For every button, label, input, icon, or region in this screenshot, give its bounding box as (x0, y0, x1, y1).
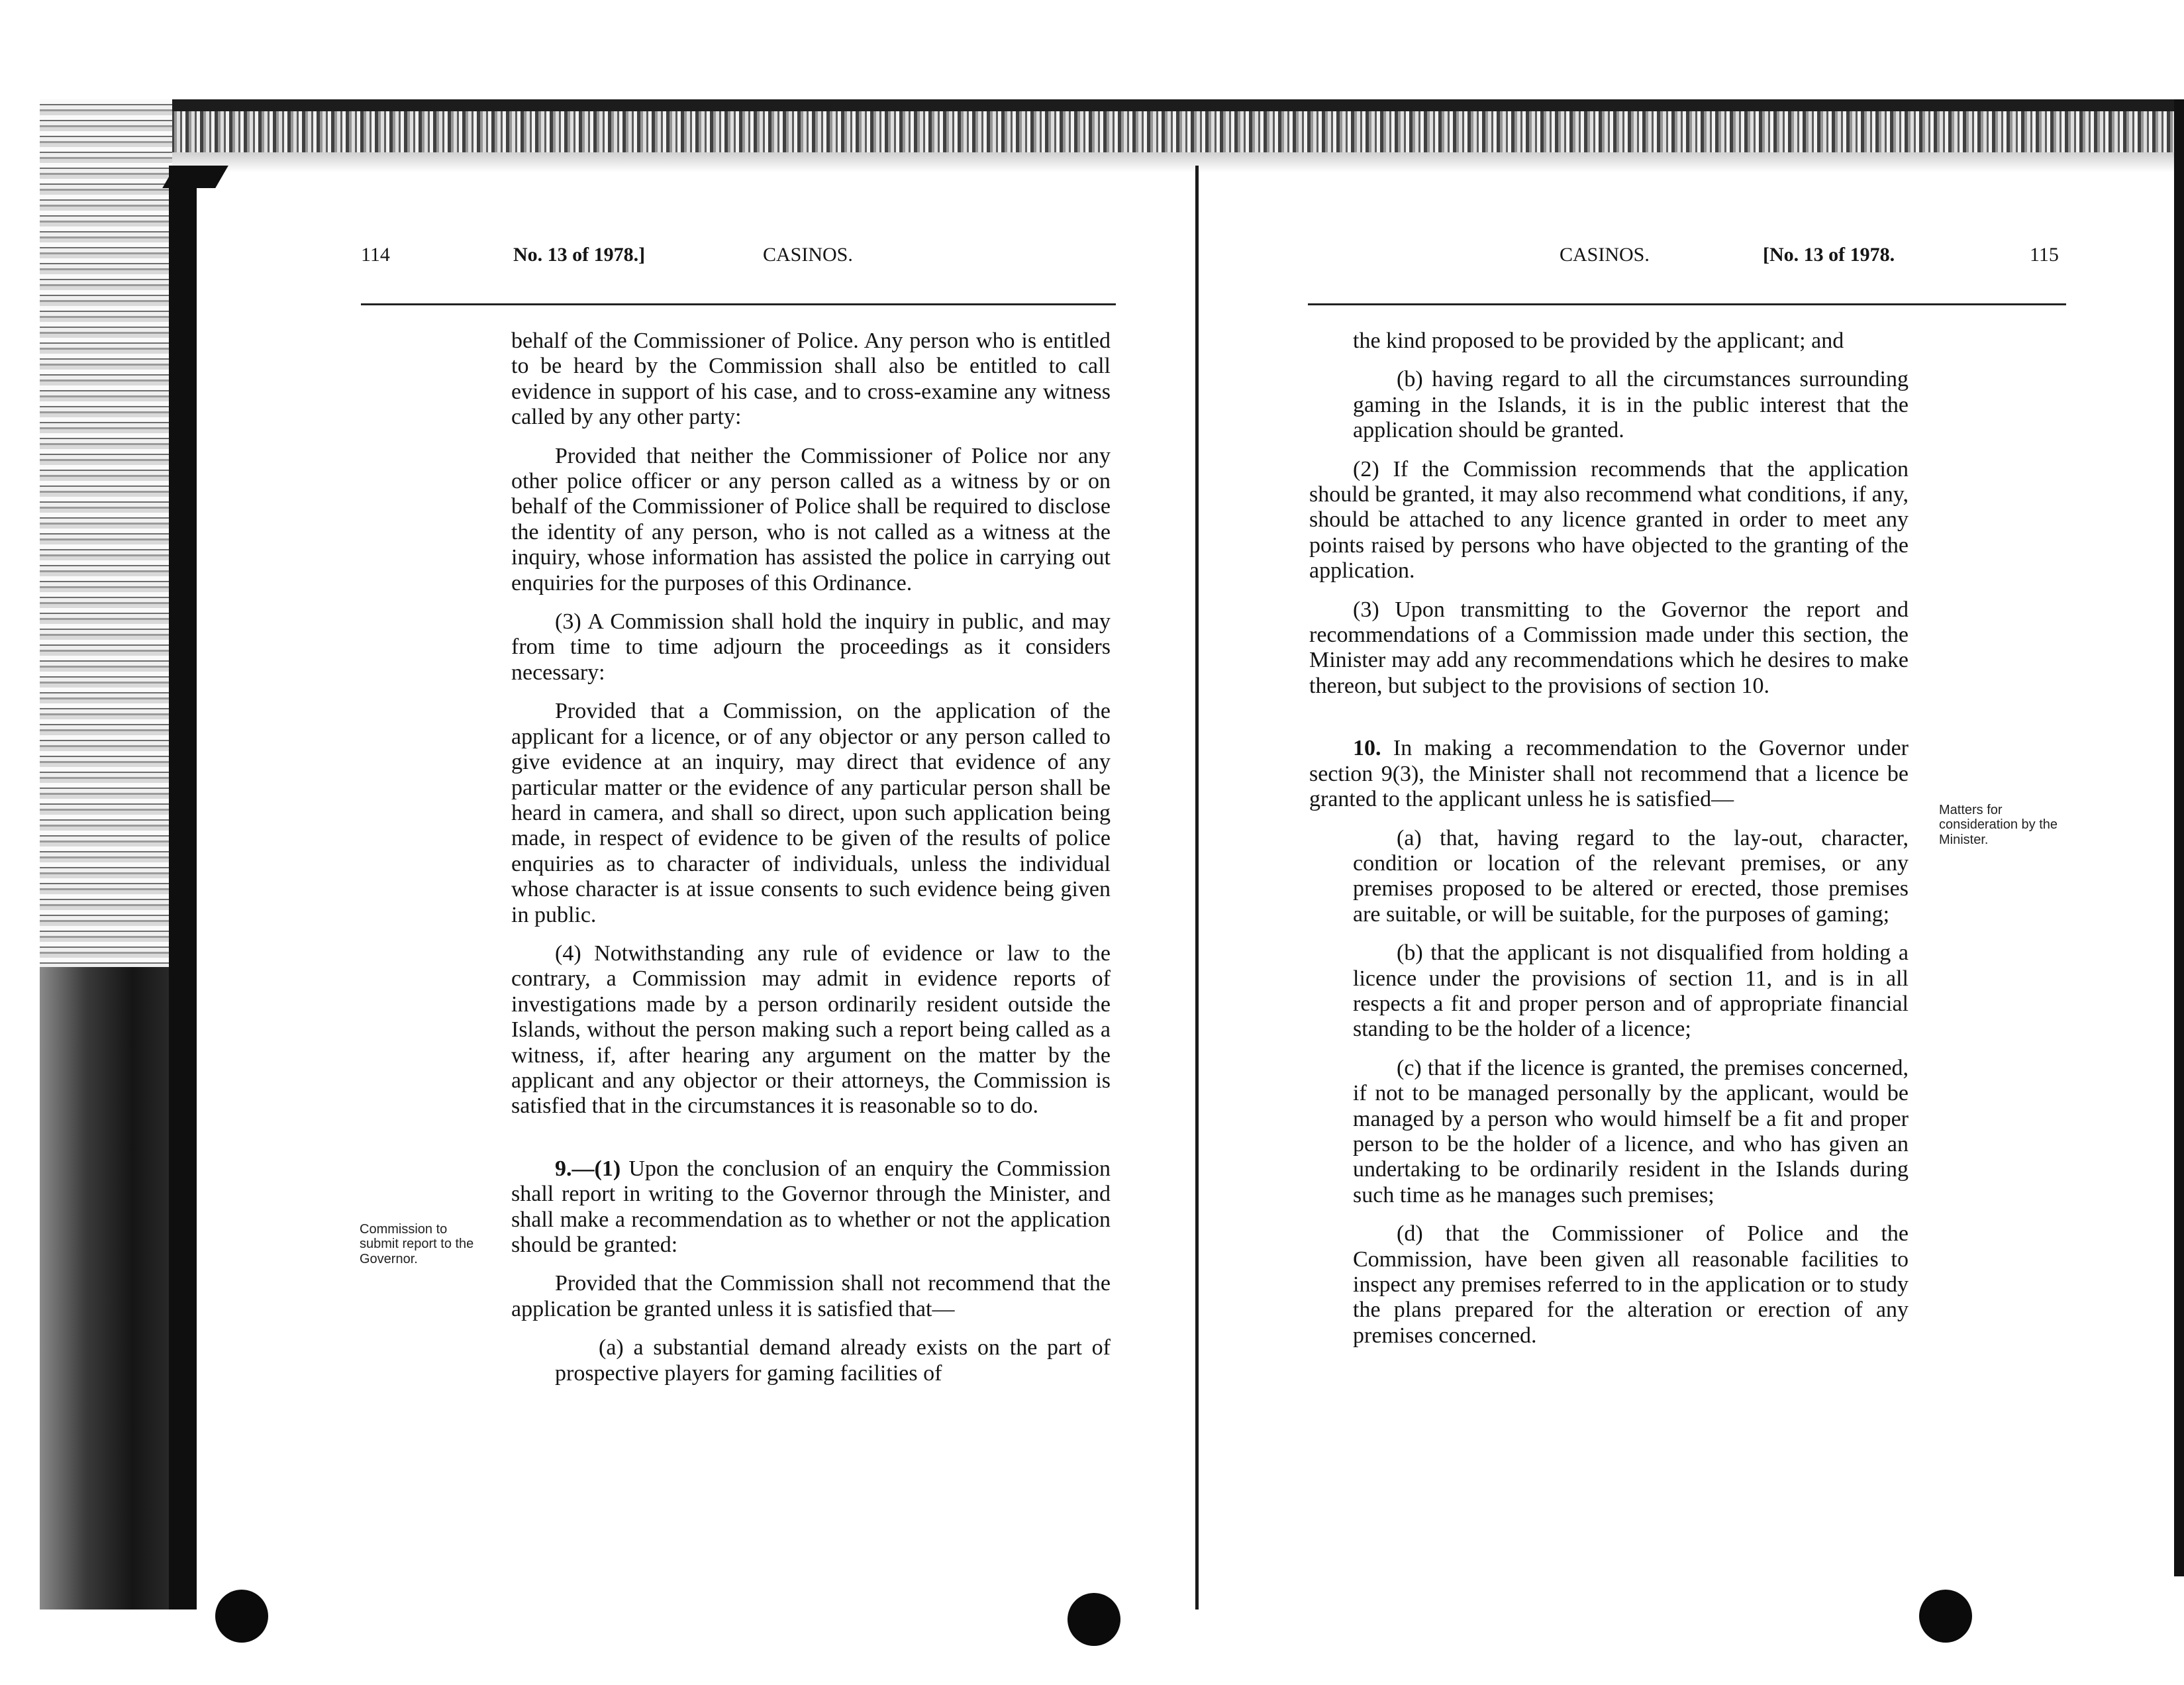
margin-note: Matters for consideration by the Minister. (1939, 803, 2058, 847)
list-item: (d) that the Commissioner of Police and the Commission, have been given all reasonable facilities to inspect any premises referred to in the application or to study the plans prepared for the alteration or erection of any premises concerned. (1353, 1221, 1909, 1348)
ordinance-ref: No. 13 of 1978.] (513, 244, 646, 266)
list-item: (b) that the applicant is not disqualified from holding a licence under the provisions of section 11, and is in all respects a fit and proper person and of appropriate financial standing to be the holder of a licence; (1353, 941, 1909, 1042)
ordinance-ref: [No. 13 of 1978. (1763, 244, 1895, 266)
running-title: CASINOS. (1560, 244, 1650, 266)
paragraph: (b) having regard to all the circumstances surrounding gaming in the Islands, it is in the public interest that the application should be granted. (1353, 367, 1909, 443)
section-10-paragraph (1309, 736, 1909, 812)
section-number: 9.—(1) (555, 1156, 621, 1181)
paragraph: Provided that a Commission, on the application of the applicant for a licence, or of any objector or any person called to give evidence at an inquiry, may direct that evidence of any particular matter or the evidence of any particular person shall be heard in camera, and shall so direct, upon such application being made, in respect of evidence to be given of the results of police enquiries as to character of individuals, unless the individual whose character is at issue consents to such evidence being given in public. (511, 699, 1111, 927)
page-number: 114 (361, 244, 390, 266)
right-body (1309, 329, 1909, 1362)
page-number: 115 (2030, 244, 2059, 266)
left-body (511, 329, 1111, 1400)
margin-note: Commission to submit report to the Governor. (360, 1222, 474, 1266)
section-text: In making a recommendation to the Governor under section 9(3), the Minister shall not recommend that a licence be granted to the applicant unless he is satisfied— (1309, 736, 1909, 812)
running-title: CASINOS. (763, 244, 853, 266)
paragraph: (4) Notwithstanding any rule of evidence or law to the contrary, a Commission may admit in evidence reports of investigations made by a person ordinarily resident outside the Islands, without the person making such a report being called as a witness, if, after hearing any argument on the matter by the applicant and any objector or their attorneys, the Commission is satisfied that in the circumstances it is reasonable so to do. (511, 941, 1111, 1119)
header-rule (1308, 303, 2066, 305)
paragraph: (3) Upon transmitting to the Governor the report and recommendations of a Commission made under this section, the Minister may add any recommendations which he desires to make thereon, but subject to the provisions of section 10. (1309, 597, 1909, 698)
paragraph: (2) If the Commission recommends that the application should be granted, it may also recommend what conditions, if any, should be attached to any licence granted in order to meet any points raised by persons who have objected to the granting of the application. (1309, 456, 1909, 584)
section-number: 10. (1353, 736, 1381, 761)
paragraph: (a) a substantial demand already exists on the part of prospective players for gaming facilities of (555, 1335, 1111, 1386)
header-rule (361, 303, 1116, 305)
paragraph: Provided that the Commission shall not recommend that the application be granted unless it is satisfied that— (511, 1271, 1111, 1321)
list-item: (a) that, having regard to the lay-out, character, condition or location of the relevant premises, or any premises proposed to be altered or erected, those premises are suitable, or will be suitable, for the purposes of gaming; (1353, 825, 1909, 927)
paragraph: behalf of the Commissioner of Police. Any person who is entitled to be heard by the Commission shall also be entitled to call evidence in support of his case, and to cross-examine any witness called by any other party: (511, 329, 1111, 430)
section-9-paragraph (511, 1156, 1111, 1258)
paragraph: (3) A Commission shall hold the inquiry in public, and may from time to time adjourn the proceedings as it considers necessary: (511, 609, 1111, 685)
paragraph: Provided that neither the Commissioner of Police nor any other police officer or any person called as a witness by or on behalf of the Commissioner of Police shall be required to disclose the identity of any person, who is not called as a witness at the inquiry, whose information has assisted the police in carrying out enquiries for the purposes of this Ordinance. (511, 443, 1111, 595)
section-text: Upon the conclusion of an enquiry the Commission shall report in writing to the Governor through the Minister, and shall make a recommendation as to whether or not the application should be granted: (511, 1156, 1111, 1257)
list-item: (c) that if the licence is granted, the premises concerned, if not to be managed personally by the applicant, would be managed by a person who would himself be a fit and proper person to be the holder of a licence, and who has given an undertaking to be ordinarily resident in the Islands during such time as he manages such premises; (1353, 1055, 1909, 1207)
right-page (1199, 0, 2184, 1685)
paragraph: the kind proposed to be provided by the applicant; and (1353, 329, 1844, 353)
